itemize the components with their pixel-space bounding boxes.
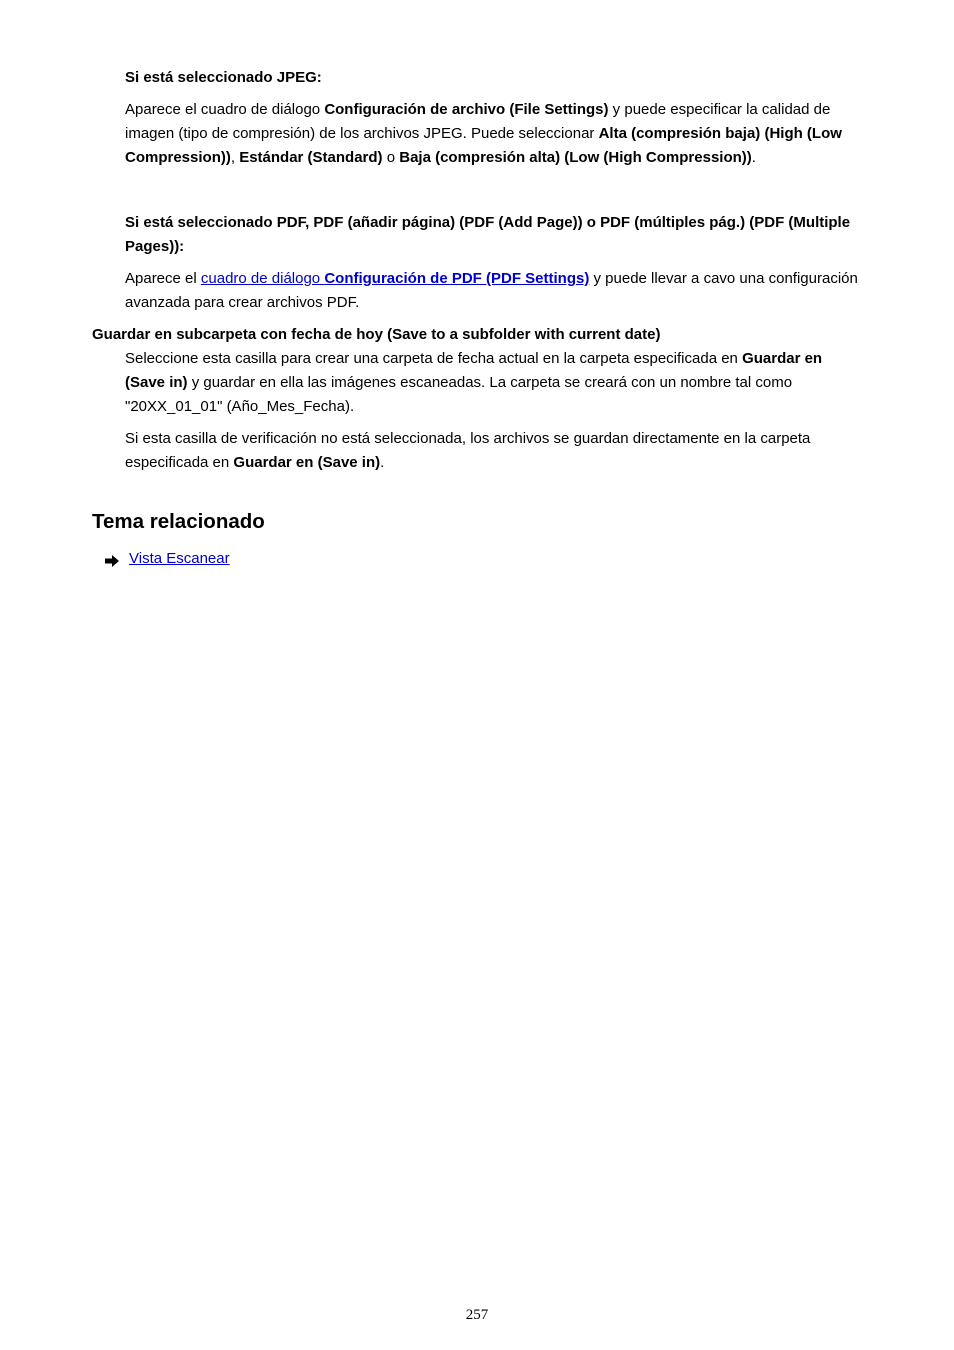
subfolder-text-1a: Seleccione esta casilla para crear una carpeta de fecha actual en la carpeta especificada en [125, 350, 743, 367]
subfolder-text-2c: . [380, 454, 385, 471]
arrow-right-icon [104, 552, 120, 566]
pdf-heading: Si está seleccionado PDF, PDF (añadir página) (PDF (Add Page)) o PDF (múltiples pág.) (PDF (Multiple Pages)): [125, 214, 851, 255]
pdf-settings-link[interactable] [201, 270, 589, 287]
jpeg-text-5: . [751, 149, 756, 166]
jpeg-standard-option: Estándar (Standard) [239, 149, 383, 166]
jpeg-heading: Si está seleccionado JPEG: [125, 69, 322, 86]
subfolder-description-1 [125, 347, 865, 419]
jpeg-description [125, 98, 865, 170]
jpeg-text-1: Aparece el cuadro de diálogo [125, 101, 325, 118]
related-item [104, 547, 954, 571]
jpeg-text-2: y puede especificar la calidad de imagen (tipo de compresión) de los archivos JPEG. Puede seleccionar [125, 101, 831, 142]
jpeg-file-settings-label: Configuración de archivo (File Settings) [324, 101, 609, 118]
pdf-link-bold-text: Configuración de PDF (PDF Settings) [324, 270, 590, 287]
pdf-text-2: y puede llevar a cavo una configuración avanzada para crear archivos PDF. [125, 270, 858, 311]
vista-escanear-link[interactable]: Vista Escanear [129, 550, 230, 567]
pdf-link-text: cuadro de diálogo [200, 270, 325, 287]
pdf-section [125, 211, 865, 315]
subfolder-text-2a: Si esta casilla de verificación no está seleccionada, los archivos se guardan directamente en la carpeta especificada en [125, 430, 811, 471]
jpeg-section [125, 66, 865, 170]
subfolder-term: Guardar en subcarpeta con fecha de hoy (Save to a subfolder with current date) [92, 326, 661, 343]
related-title: Tema relacionado [92, 510, 265, 533]
subfolder-save-in-label: Guardar en (Save in) [125, 350, 823, 391]
jpeg-low-option: Baja (compresión alta) (Low (High Compression)) [399, 149, 752, 166]
jpeg-text-4: o [382, 149, 400, 166]
jpeg-high-option: Alta (compresión baja) (High (Low Compression)) [125, 125, 842, 166]
subfolder-save-in-label-2: Guardar en (Save in) [233, 454, 381, 471]
pdf-description [125, 267, 865, 315]
subfolder-description-2 [125, 427, 865, 475]
subfolder-section [0, 323, 865, 475]
subfolder-text-1c: y guardar en ella las imágenes escaneadas. La carpeta se creará con un nombre tal como "20XX_01_01" (Año_Mes_Fecha). [125, 374, 793, 415]
pdf-text-1: Aparece el [125, 270, 201, 287]
page-number: 257 [465, 1307, 489, 1323]
related-section [0, 508, 954, 571]
jpeg-text-3: , [230, 149, 240, 166]
